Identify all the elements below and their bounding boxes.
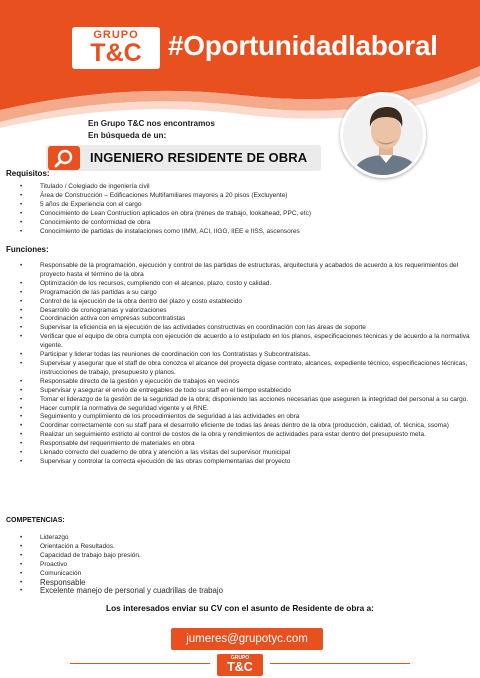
footer-divider-right xyxy=(270,663,410,664)
footer-divider-left xyxy=(70,663,210,664)
list-item: • Comunicación xyxy=(6,570,336,579)
hashtag-title: #Oportunidadlaboral xyxy=(168,30,438,61)
list-item: • Supervisar la eficiencia en la ejecución de las actividades constructivas en coordinación con las áreas de soporte xyxy=(6,324,470,333)
list-item: • Supervisar y asegurar que el staff de obra conozca el alcance del proyecta digase contrato, alcances, expediente técnico, especificaciones técnicas, instrucciones de trabajo, presupuesto y planos. xyxy=(6,360,470,378)
list-item: • 5 años de Experiencia con el cargo xyxy=(6,201,446,210)
list-item: • Liderazgo xyxy=(6,534,336,543)
list-item: • Responsable de la programación, ejecución y control de las partidas de estructuras, arquitectura y acabados de acuerdo a los requerimientos del proyecto hasta el término de la obra xyxy=(6,262,470,280)
intro-line-1: En Grupo T&C nos encontramos xyxy=(88,119,215,128)
list-item: • Área de Construcción – Edificaciones Multifamiliares mayores a 20 pisos (Excluyente) xyxy=(6,192,446,201)
footer-logo-main-text: T&C xyxy=(227,660,253,674)
candidate-photo xyxy=(340,92,426,178)
list-item: • Excelente manejo de personal y cuadrillas de trabajo xyxy=(6,587,336,596)
logo-top-text: GRUPO xyxy=(93,29,139,41)
footer-logo-top-text: GRUPO xyxy=(230,655,250,661)
list-item: • Responsable del requerimiento de materiales en obra xyxy=(6,440,470,449)
list-item: • Programación de las partidas a su cargo xyxy=(6,289,470,298)
list-item: • Proactivo xyxy=(6,561,336,570)
competencias-list xyxy=(6,534,336,596)
list-item: • Responsable xyxy=(6,579,336,588)
cta-text: Los interesados enviar su CV con el asunto de Residente de obra a: xyxy=(106,603,374,613)
list-item: • Seguimiento y cumplimiento de los procedimientos de seguridad a las actividades en obra xyxy=(6,413,470,422)
list-item: • Conocimiento de Lean Contruction aplicados en obra (trenes de trabajo, lookahead, PPC, etc) xyxy=(6,210,446,219)
list-item: • Control de la ejecución de la obra dentro del plazo y costo establecido xyxy=(6,298,470,307)
intro-line-2: En búsqueda de un: xyxy=(88,131,167,140)
list-item: • Tomar el liderazgo de la gestión de la seguridad de la obra; disponiendo las acciones necesarias que aseguren la integridad del personal a su cargo. xyxy=(6,396,470,405)
funciones-heading: Funciones: xyxy=(6,245,49,254)
list-item: • Participar y liderar todas las reuniones de coordinación con los Contratistas y Subcontratistas. xyxy=(6,351,470,360)
list-item: • Llenado correcto del cuaderno de obra y atención a las visitas del supervisor municipal xyxy=(6,449,470,458)
competencias-heading: COMPETENCIAS: xyxy=(6,517,65,524)
list-item: • Conocimiento de conformidad de obra xyxy=(6,219,446,228)
job-title: INGENIERO RESIDENTE DE OBRA xyxy=(90,150,308,165)
list-item: • Hacer cumplir la normativa de seguridad vigente y el RNE. xyxy=(6,405,470,414)
list-item: • Coordinar correctamente con su staff para el desarrollo eficiente de todas las áreas dentro de la obra (producción, calidad, of. técnica, ssoma) xyxy=(6,422,470,431)
search-icon xyxy=(48,146,80,170)
list-item: • Capacidad de trabajo bajo presión. xyxy=(6,552,336,561)
list-item: • Supervisar y asegurar el envío de entregables de todo su staff en el tiempo establecido xyxy=(6,387,470,396)
list-item: • Conocimiento de partidas de instalaciones como IIMM, ACI, IIGG, IIEE e IISS, ascensores xyxy=(6,228,446,237)
list-item: • Realizar un seguimiento estricto al control de costos de la obra y rendimientos de actividades para estar dentro del presupuesto meta. xyxy=(6,431,470,440)
list-item: • Responsable directo de la gestión y ejecución de trabajos en vecinos xyxy=(6,378,470,387)
requisitos-list xyxy=(6,183,446,236)
list-item: • Coordinación activa con empresas subcontratistas xyxy=(6,315,470,324)
footer-logo xyxy=(217,654,263,676)
person-avatar-icon xyxy=(343,95,426,178)
logo-main-text: T&C xyxy=(90,39,142,67)
list-item: • Orientación a Resultados. xyxy=(6,543,336,552)
brand-logo xyxy=(72,27,160,69)
list-item: • Desarrollo de cronogramas y valorizaciones xyxy=(6,307,470,316)
list-item: • Optimización de los recursos, cumpliendo con el alcance, plazo, costo y calidad. xyxy=(6,280,470,289)
list-item: • Supervisar y controlar la correcta ejecución de las obras complementarias del proyecto xyxy=(6,458,470,467)
requisitos-heading: Requisitos: xyxy=(6,169,50,178)
list-item: • Verificar que el equipo de obra cumpla con ejecución de acuerdo a lo estipulado en los planos, especificaciones técnicas y de acuerdo a la normativa vigente. xyxy=(6,333,470,351)
email-link[interactable]: jumeres@grupotyc.com xyxy=(171,628,323,650)
list-item: • Titulado / Colegiado de ingeniería civil xyxy=(6,183,446,192)
funciones-list xyxy=(6,262,470,467)
